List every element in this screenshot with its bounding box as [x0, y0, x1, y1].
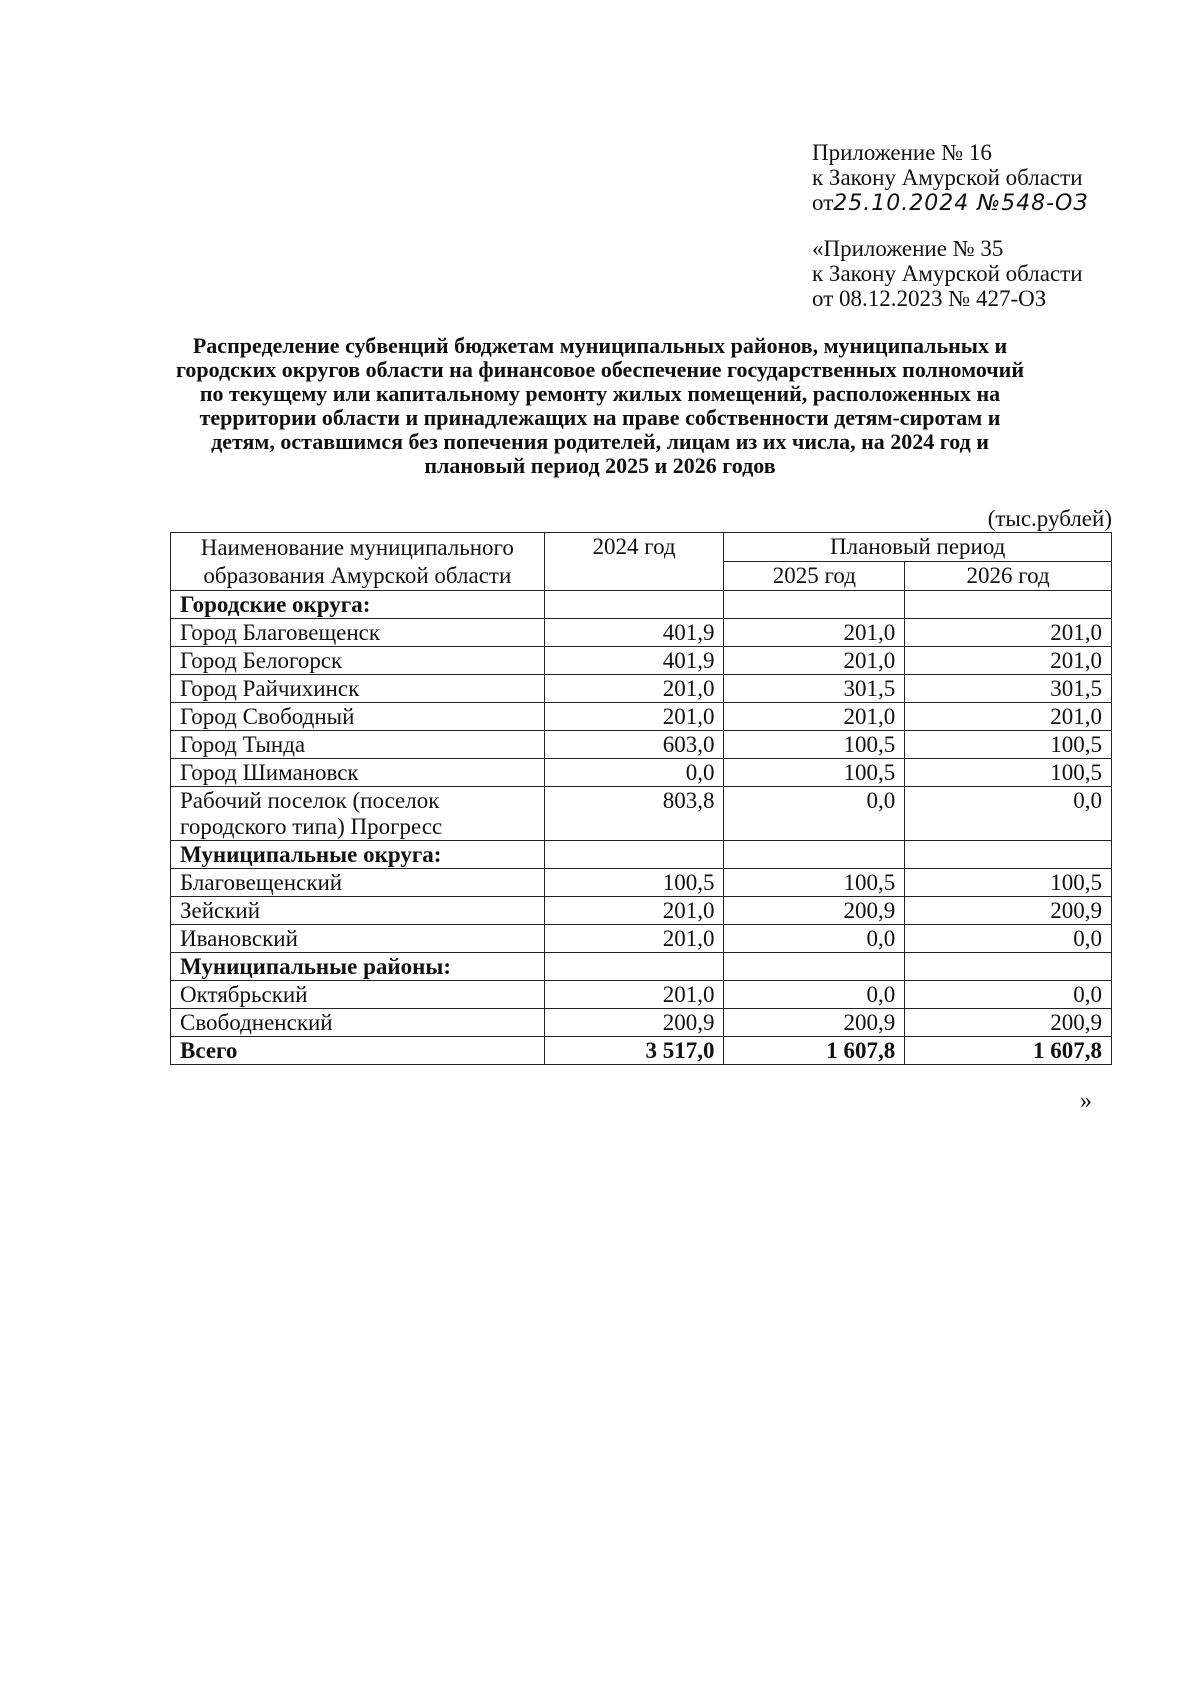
subvention-table	[170, 532, 1112, 1065]
row-2026: 0,0	[905, 925, 1112, 953]
units-label: (тыс.рублей)	[987, 506, 1112, 531]
table-row	[171, 1009, 1112, 1037]
appendix-16-date-line	[812, 190, 1172, 216]
row-2026: 200,9	[905, 897, 1112, 925]
table-row	[171, 619, 1112, 647]
appendix-16-date-prefix: от	[812, 190, 834, 215]
row-2024: 401,9	[544, 647, 724, 675]
row-2025: 201,0	[724, 703, 905, 731]
appendix-35-title: «Приложение № 35	[812, 236, 1004, 261]
appendix-35-header	[812, 236, 1172, 311]
row-name: Город Благовещенск	[171, 619, 545, 647]
table-row	[171, 675, 1112, 703]
row-2026: 100,5	[905, 759, 1112, 787]
section-row-municipal-areas	[171, 953, 1112, 981]
row-name: Свободненский	[171, 1009, 545, 1037]
row-2025: 0,0	[724, 787, 905, 841]
row-2026: 0,0	[905, 787, 1112, 841]
row-2025: 200,9	[724, 897, 905, 925]
row-2024: 201,0	[544, 981, 724, 1009]
table-row	[171, 925, 1112, 953]
row-2025: 201,0	[724, 647, 905, 675]
section-row-city-districts	[171, 591, 1112, 619]
row-2026: 200,9	[905, 1009, 1112, 1037]
row-2025: 201,0	[724, 619, 905, 647]
appendix-35-date: от 08.12.2023 № 427-ОЗ	[812, 286, 1047, 311]
row-2026: 201,0	[905, 703, 1112, 731]
table-row	[171, 981, 1112, 1009]
row-2025: 200,9	[724, 1009, 905, 1037]
total-2026: 1 607,8	[905, 1037, 1112, 1065]
row-2024: 201,0	[544, 703, 724, 731]
row-name: Зейский	[171, 897, 545, 925]
row-2025: 100,5	[724, 731, 905, 759]
table-row	[171, 731, 1112, 759]
total-row	[171, 1037, 1112, 1065]
header-planned-period: Плановый период	[724, 533, 1112, 562]
title-line: плановый период 2025 и 2026 годов	[424, 453, 776, 478]
row-2026: 0,0	[905, 981, 1112, 1009]
table-row	[171, 703, 1112, 731]
header-2024: 2024 год	[544, 533, 724, 591]
total-label: Всего	[171, 1037, 545, 1065]
appendix-16-handwritten-date: 25.10.2024 №548-ОЗ	[833, 191, 1089, 216]
row-name: Город Тында	[171, 731, 545, 759]
document-title	[160, 334, 1040, 478]
row-name: Город Шимановск	[171, 759, 545, 787]
title-line: детям, оставшимся без попечения родителей, лицам из их числа, на 2024 год и	[211, 429, 989, 454]
row-name: Рабочий поселок (поселок городского типа) Прогресс	[171, 787, 545, 841]
header-name: Наименование муниципального образования Амурской области	[171, 533, 545, 591]
row-2025: 0,0	[724, 981, 905, 1009]
title-line: по текущему или капитальному ремонту жилых помещений, расположенных на	[199, 381, 1001, 406]
row-2026: 201,0	[905, 647, 1112, 675]
title-line: Распределение субвенций бюджетам муниципальных районов, муниципальных и	[192, 333, 1008, 358]
row-2024: 0,0	[544, 759, 724, 787]
row-2025: 0,0	[724, 925, 905, 953]
row-name: Город Белогорск	[171, 647, 545, 675]
section-title: Городские округа:	[171, 591, 545, 619]
row-2024: 200,9	[544, 1009, 724, 1037]
row-2026: 100,5	[905, 869, 1112, 897]
row-2024: 201,0	[544, 925, 724, 953]
closing-quote: »	[1080, 1088, 1092, 1114]
total-2024: 3 517,0	[544, 1037, 724, 1065]
table-header-row	[171, 533, 1112, 562]
table-row	[171, 759, 1112, 787]
appendix-16-header	[812, 140, 1172, 216]
title-line: городских округов области на финансовое обеспечение государственных полномочий	[175, 357, 1025, 382]
row-2026: 301,5	[905, 675, 1112, 703]
row-2024: 803,8	[544, 787, 724, 841]
row-2024: 201,0	[544, 897, 724, 925]
row-2026: 100,5	[905, 731, 1112, 759]
row-2024: 201,0	[544, 675, 724, 703]
table-row	[171, 897, 1112, 925]
table-row	[171, 787, 1112, 841]
table-row	[171, 869, 1112, 897]
row-name: Ивановский	[171, 925, 545, 953]
appendix-35-law: к Закону Амурской области	[812, 261, 1083, 286]
section-row-municipal-districts	[171, 841, 1112, 869]
header-2025: 2025 год	[724, 562, 905, 591]
row-2025: 100,5	[724, 869, 905, 897]
row-name: Октябрьский	[171, 981, 545, 1009]
section-title: Муниципальные районы:	[171, 953, 545, 981]
row-name: Город Райчихинск	[171, 675, 545, 703]
row-2024: 100,5	[544, 869, 724, 897]
table-row	[171, 647, 1112, 675]
appendix-16-law: к Закону Амурской области	[812, 165, 1083, 190]
row-2025: 301,5	[724, 675, 905, 703]
title-line: территории области и принадлежащих на праве собственности детям-сиротам и	[199, 405, 1001, 430]
total-2025: 1 607,8	[724, 1037, 905, 1065]
appendix-16-title: Приложение № 16	[812, 140, 992, 165]
row-2024: 401,9	[544, 619, 724, 647]
row-name: Город Свободный	[171, 703, 545, 731]
row-2024: 603,0	[544, 731, 724, 759]
row-2025: 100,5	[724, 759, 905, 787]
row-name: Благовещенский	[171, 869, 545, 897]
section-title: Муниципальные округа:	[171, 841, 545, 869]
row-2026: 201,0	[905, 619, 1112, 647]
header-2026: 2026 год	[905, 562, 1112, 591]
